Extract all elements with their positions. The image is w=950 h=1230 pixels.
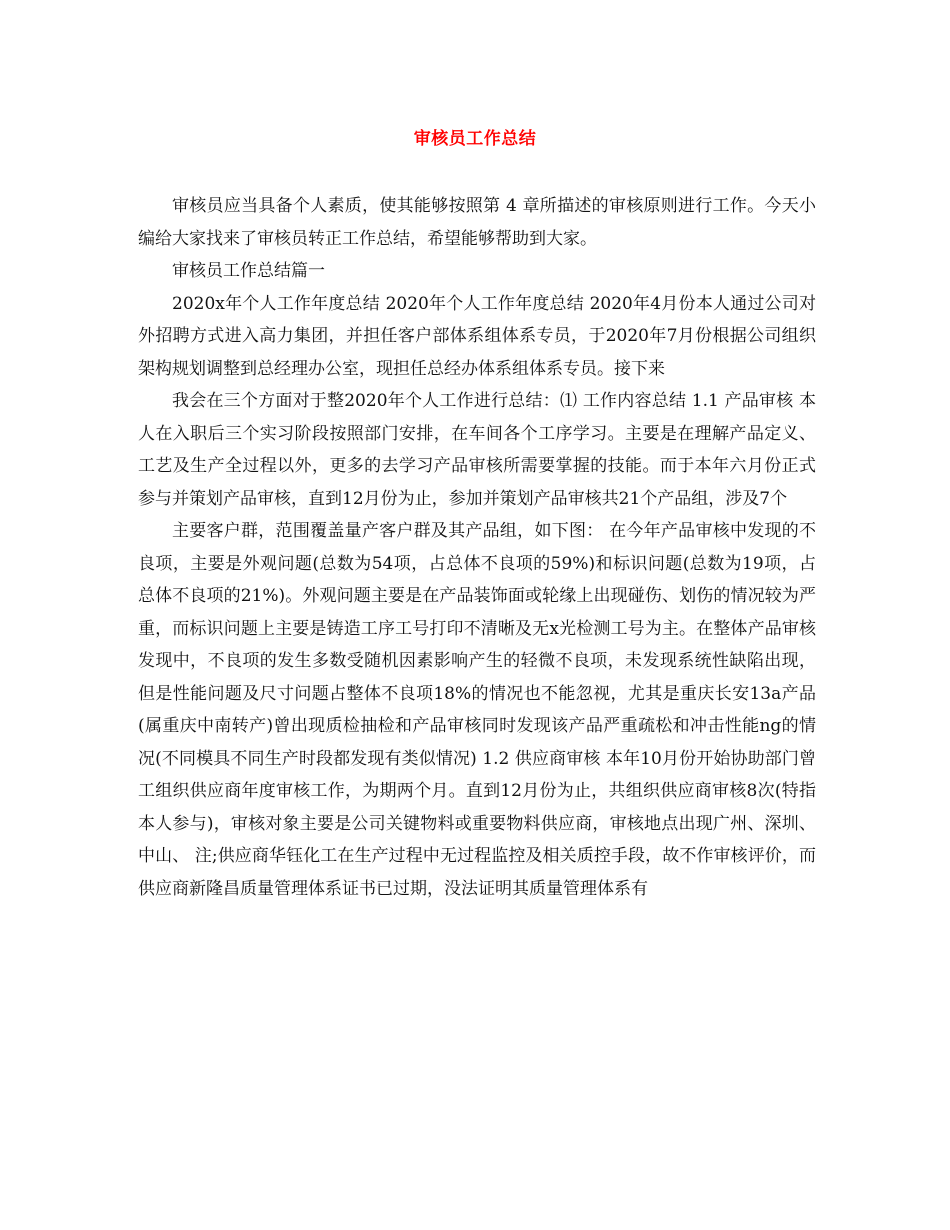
paragraph-section-heading: 审核员工作总结篇一 [172,261,325,281]
document-body [138,190,816,905]
paragraph-findings: 主要客户群，范围覆盖量产客户群及其产品组，如下图： 在今年产品审核中发现的不良项，主要是外观问题(总数为54项，占总体不良项的59%)和标识问题(总数为19项，占总体不良项的21%)。外观问题主要是在产品装饰面或轮缘上出现碰伤、划伤的情况较为严重，而标识问题上主要是铸造工序工号打印不清晰及无x光检测工号为主。在整体产品审核发现中，不良项的发生多数受随机因素影响产生的轻微不良项，未发现系统性缺陷出现，但是性能问题及尺寸问题占整体不良项18%的情况也不能忽视，尤其是重庆长安13a产品(属重庆中南转产)曾出现质检抽检和产品审核同时发现该产品严重疏松和冲击性能ng的情况(不同模具不同生产时段都发现有类似情况) 1.2 供应商审核 本年10月份开始协助部门曾工组织供应商年度审核工作，为期两个月。直到12月份为止，共组织供应商审核8次(特指本人参与)，审核对象主要是公司关键物料或重要物料供应商，审核地点出现广州、深圳、中山、 注;供应商华钰化工在生产过程中无过程监控及相关质控手段，故不作审核评价，而供应商新隆昌质量管理体系证书已过期，没法证明其质量管理体系有 [138,521,816,899]
document-title: 审核员工作总结 [413,129,537,149]
paragraph-intro: 审核员应当具备个人素质，使其能够按照第 4 章所描述的审核原则进行工作。今天小编给大家找来了审核员转正工作总结，希望能够帮助到大家。 [138,196,816,249]
paragraph-annual-summary: 2020x年个人工作年度总结 2020年个人工作年度总结 2020年4月份本人通过公司对外招聘方式进入高力集团，并担任客户部体系组体系专员，于2020年7月份根据公司组织架构规划调整到总经理办公室，现担任总经办体系组体系专员。接下来 [138,293,816,379]
paragraph-product-audit: 我会在三个方面对于整2020年个人工作进行总结：⑴ 工作内容总结 1.1 产品审核 本人在入职后三个实习阶段按照部门安排，在车间各个工序学习。主要是在理解产品定义、工艺及生产全过程以外，更多的去学习产品审核所需要掌握的技能。而于本年六月份正式参与并策划产品审核，直到12月份为止，参加并策划产品审核共21个产品组，涉及7个 [138,391,816,509]
